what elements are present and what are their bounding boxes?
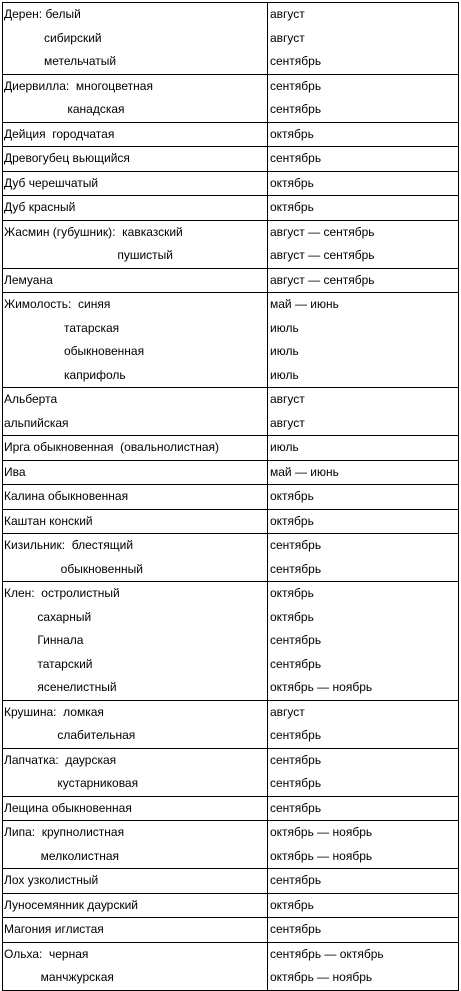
- plant-name-cell: [3, 869, 268, 893]
- plant-name: Каштан конский: [4, 513, 93, 528]
- plant-season-table: [2, 2, 459, 991]
- season-text: октябрь — ноябрь: [270, 825, 373, 839]
- plant-name: Липа: крупнолистная: [4, 825, 125, 839]
- season-text: август: [270, 7, 305, 21]
- plant-name: ясенелистный: [4, 680, 117, 694]
- season-text: сентябрь: [270, 54, 322, 68]
- plant-name: альпийская: [4, 415, 69, 430]
- plant-name-cell: [3, 582, 268, 700]
- plant-name: Магония иглистая: [4, 922, 104, 936]
- plant-name: Древогубец вьющийся: [4, 151, 130, 165]
- table-row: [3, 436, 458, 461]
- plant-name: метельчатый: [4, 54, 117, 68]
- table-row: [3, 221, 458, 269]
- season-cell: [268, 821, 458, 868]
- season-text: июль: [270, 367, 299, 382]
- season-text: август: [270, 30, 305, 45]
- plant-name: Луносемянник даурский: [4, 897, 139, 912]
- season-text: октябрь: [270, 513, 314, 528]
- plant-name: Ива: [4, 464, 26, 479]
- plant-name-cell: [3, 821, 268, 868]
- season-text: июль: [270, 320, 299, 335]
- season-text: май — июнь: [270, 297, 339, 311]
- plant-name: мелколистная: [4, 848, 119, 863]
- table-row: [3, 749, 458, 797]
- table-row: [3, 196, 458, 221]
- plant-name-cell: [3, 485, 268, 509]
- plant-name-cell: [3, 75, 268, 122]
- table-row: [3, 534, 458, 582]
- season-text: октябрь: [270, 175, 314, 190]
- season-text: август — сентябрь: [270, 224, 375, 239]
- plant-name: Калина обыкновенная: [4, 489, 129, 503]
- season-text: сентябрь: [270, 776, 322, 790]
- table-row: [3, 172, 458, 197]
- season-cell: [268, 3, 458, 74]
- table-row: [3, 510, 458, 535]
- plant-name-cell: [3, 797, 268, 821]
- season-cell: [268, 894, 458, 918]
- plant-name: Жимолость: синяя: [4, 297, 111, 311]
- season-text: июль: [270, 440, 299, 454]
- season-text: сентябрь: [270, 538, 322, 552]
- plant-name-cell: [3, 701, 268, 748]
- table-row: [3, 3, 458, 75]
- table-row: [3, 461, 458, 486]
- table-row: [3, 894, 458, 919]
- plant-name: Дерен: белый: [4, 7, 81, 21]
- table-row: [3, 918, 458, 943]
- season-text: сентябрь: [270, 873, 322, 887]
- plant-name-cell: [3, 388, 268, 435]
- season-text: август: [270, 415, 305, 430]
- season-cell: [268, 436, 458, 460]
- table-row: [3, 869, 458, 894]
- season-cell: [268, 123, 458, 147]
- season-cell: [268, 943, 458, 990]
- season-text: август — сентябрь: [270, 248, 375, 262]
- plant-name-cell: [3, 943, 268, 990]
- plant-name: Альберта: [4, 392, 58, 406]
- plant-name: Гиннала: [4, 633, 84, 647]
- plant-name-cell: [3, 436, 268, 460]
- season-text: октябрь: [270, 489, 314, 503]
- table-row: [3, 293, 458, 388]
- season-cell: [268, 172, 458, 196]
- table-row: [3, 582, 458, 701]
- season-cell: [268, 75, 458, 122]
- table-row: [3, 388, 458, 436]
- season-text: август — сентябрь: [270, 272, 375, 287]
- season-text: октябрь — ноябрь: [270, 848, 373, 863]
- season-cell: [268, 196, 458, 220]
- plant-name: татарская: [4, 320, 120, 335]
- plant-name-cell: [3, 510, 268, 534]
- plant-name-cell: [3, 221, 268, 268]
- season-text: май — июнь: [270, 464, 339, 479]
- plant-name: Лещина обыкновенная: [4, 800, 132, 815]
- plant-name-cell: [3, 534, 268, 581]
- season-cell: [268, 461, 458, 485]
- plant-name: сахарный: [4, 609, 92, 624]
- season-text: октябрь: [270, 609, 314, 624]
- season-cell: [268, 221, 458, 268]
- plant-name: обыкновенная: [4, 344, 145, 358]
- plant-name-cell: [3, 749, 268, 796]
- season-text: сентябрь: [270, 800, 322, 815]
- table-row: [3, 701, 458, 749]
- plant-name: Крушина: ломкая: [4, 704, 104, 719]
- plant-name-cell: [3, 3, 268, 74]
- table-row: [3, 75, 458, 123]
- table-row: [3, 485, 458, 510]
- season-text: октябрь — ноябрь: [270, 970, 373, 984]
- plant-name-cell: [3, 269, 268, 293]
- season-text: октябрь: [270, 200, 314, 214]
- table-row: [3, 797, 458, 822]
- plant-name-cell: [3, 196, 268, 220]
- plant-name: сибирский: [4, 30, 102, 45]
- plant-name-cell: [3, 918, 268, 942]
- plant-name: обыкновенный: [4, 561, 143, 576]
- table-row: [3, 147, 458, 172]
- table-row: [3, 821, 458, 869]
- season-text: август: [270, 704, 305, 719]
- plant-name: канадская: [4, 102, 125, 116]
- season-cell: [268, 534, 458, 581]
- plant-name: Лох узколистный: [4, 873, 99, 887]
- plant-name: слабительная: [4, 728, 136, 742]
- plant-name: Лапчатка: даурская: [4, 752, 117, 767]
- season-text: сентябрь: [270, 656, 322, 671]
- season-text: сентябрь: [270, 633, 322, 647]
- plant-name-cell: [3, 293, 268, 387]
- season-text: октябрь: [270, 126, 314, 141]
- table-row: [3, 943, 458, 990]
- plant-name: Дуб черешчатый: [4, 175, 99, 190]
- season-cell: [268, 147, 458, 171]
- plant-name-cell: [3, 172, 268, 196]
- season-cell: [268, 582, 458, 700]
- plant-name: Лемуана: [4, 272, 53, 287]
- season-cell: [268, 388, 458, 435]
- plant-name: кустарниковая: [4, 776, 139, 790]
- season-cell: [268, 485, 458, 509]
- season-text: сентябрь: [270, 102, 322, 116]
- season-cell: [268, 797, 458, 821]
- season-text: сентябрь: [270, 728, 322, 742]
- plant-name: Жасмин (губушник): кавказский: [4, 224, 183, 239]
- plant-name: Клен: остролистный: [4, 586, 120, 600]
- season-cell: [268, 918, 458, 942]
- plant-name: каприфоль: [4, 367, 126, 382]
- season-text: июль: [270, 344, 299, 358]
- season-cell: [268, 293, 458, 387]
- table-row: [3, 269, 458, 294]
- season-text: октябрь: [270, 897, 314, 912]
- plant-name: Кизильник: блестящий: [4, 538, 134, 552]
- plant-name: Ольха: черная: [4, 946, 89, 961]
- plant-name: пушистый: [4, 248, 174, 262]
- season-cell: [268, 701, 458, 748]
- season-cell: [268, 269, 458, 293]
- plant-name: татарский: [4, 656, 93, 671]
- season-text: сентябрь: [270, 78, 322, 93]
- plant-name: Диервилла: многоцветная: [4, 78, 153, 93]
- season-text: октябрь — ноябрь: [270, 680, 373, 694]
- plant-name: Ирга обыкновенная (овальнолистная): [4, 440, 220, 454]
- season-text: август: [270, 392, 305, 406]
- plant-name: Дейция городчатая: [4, 126, 115, 141]
- season-text: сентябрь: [270, 922, 322, 936]
- season-cell: [268, 749, 458, 796]
- plant-name-cell: [3, 894, 268, 918]
- season-cell: [268, 869, 458, 893]
- table-row: [3, 123, 458, 148]
- season-text: октябрь: [270, 586, 314, 600]
- season-text: сентябрь: [270, 752, 322, 767]
- plant-name: Дуб красный: [4, 200, 76, 214]
- plant-name-cell: [3, 123, 268, 147]
- plant-name-cell: [3, 461, 268, 485]
- season-text: сентябрь: [270, 151, 322, 165]
- season-text: сентябрь: [270, 561, 322, 576]
- plant-name: манчжурская: [4, 970, 114, 984]
- season-text: сентябрь — октябрь: [270, 946, 384, 961]
- season-cell: [268, 510, 458, 534]
- plant-name-cell: [3, 147, 268, 171]
